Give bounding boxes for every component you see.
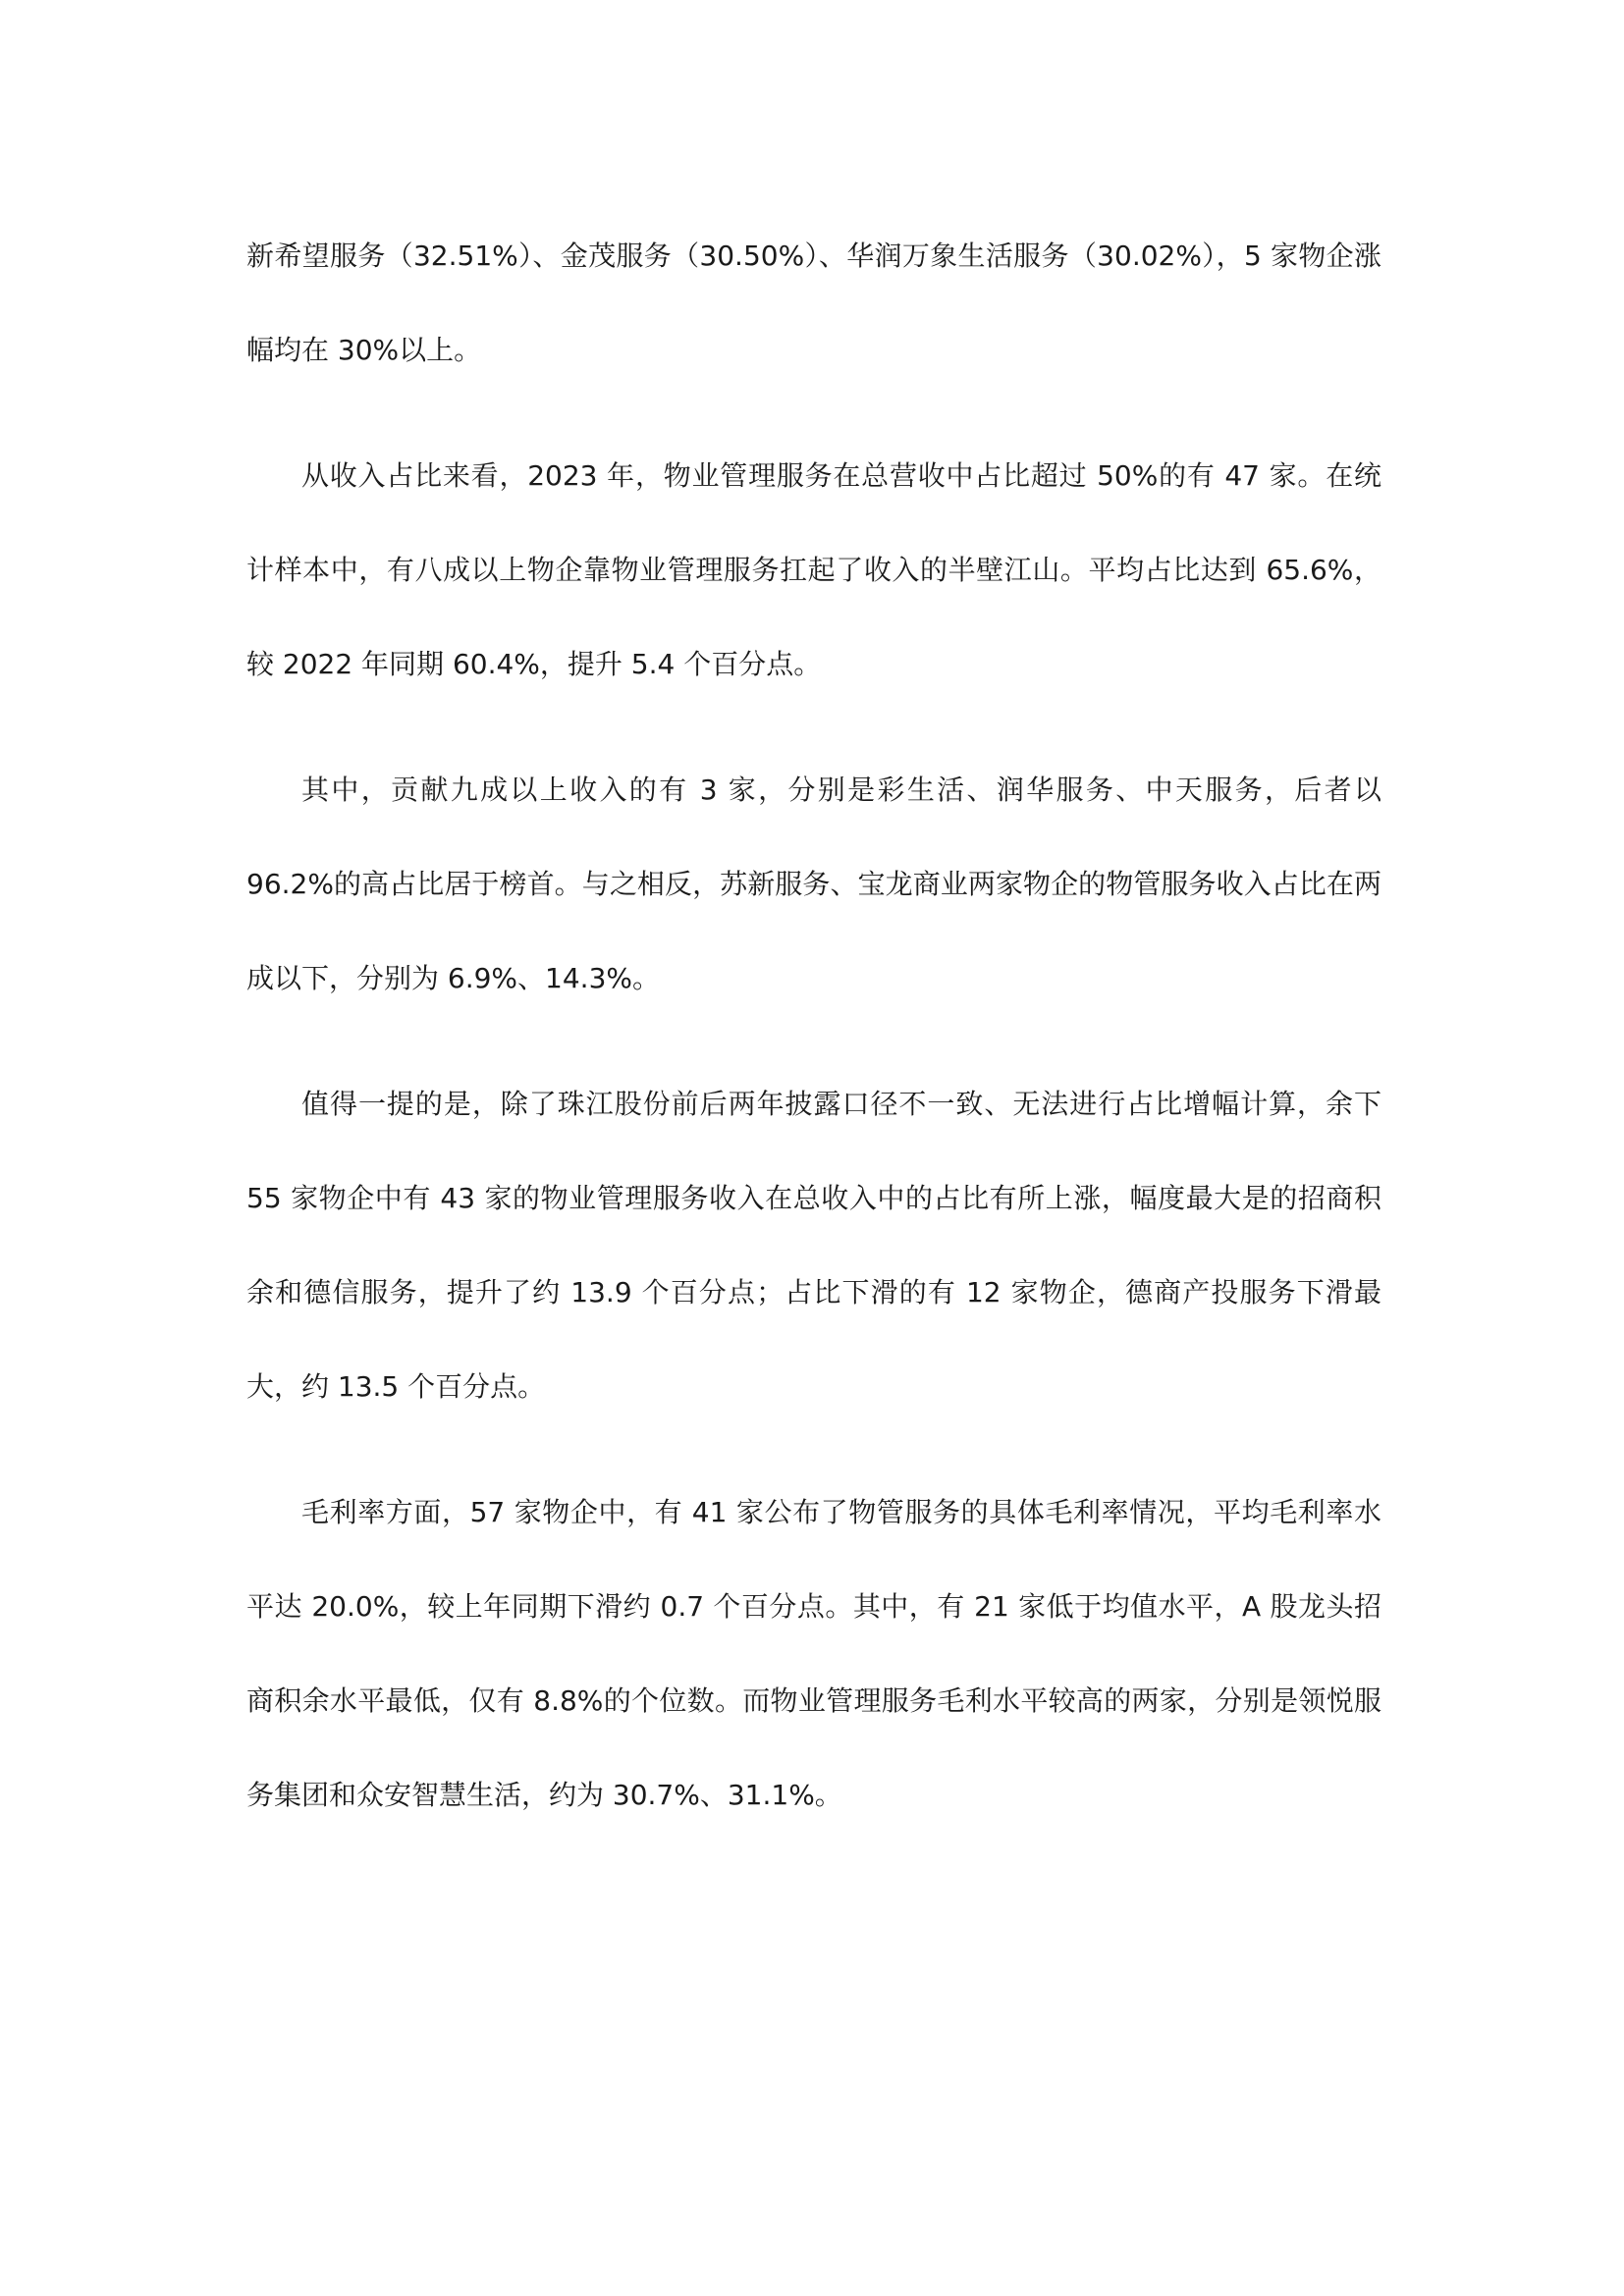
paragraph-2: 从收入占比来看，2023 年，物业管理服务在总营收中占比超过 50%的有 47 家。在统计样本中，有八成以上物企靠物业管理服务扛起了收入的半壁江山。平均占比达到 65.6%，较 2022 年同期 60.4%，提升 5.4 个百分点。 — [246, 459, 1381, 680]
paragraph-3: 其中，贡献九成以上收入的有 3 家，分别是彩生活、润华服务、中天服务，后者以 96.2%的高占比居于榜首。与之相反，苏新服务、宝龙商业两家物企的物管服务收入占比在两成以下，分别为 6.9%、14.3%。 — [246, 774, 1381, 994]
paragraph-5: 毛利率方面，57 家物企中，有 41 家公布了物管服务的具体毛利率情况，平均毛利率水平达 20.0%，较上年同期下滑约 0.7 个百分点。其中，有 21 家低于均值水平，A 股龙头招商积余水平最低，仅有 8.8%的个位数。而物业管理服务毛利水平较高的两家，分别是领悦服务集团和众安智慧生活，约为 30.7%、31.1%。 — [246, 1496, 1381, 1811]
paragraph-4: 值得一提的是，除了珠江股份前后两年披露口径不一致、无法进行占比增幅计算，余下 55 家物企中有 43 家的物业管理服务收入在总收入中的占比有所上涨，幅度最大是的招商积余和德信服务，提升了约 13.9 个百分点；占比下滑的有 12 家物企，德商产投服务下滑最大，约 13.5 个百分点。 — [246, 1088, 1381, 1403]
document-body — [246, 209, 1381, 1842]
paragraph-1: 新希望服务（32.51%）、金茂服务（30.50%）、华润万象生活服务（30.02%），5 家物企涨幅均在 30%以上。 — [246, 240, 1381, 366]
